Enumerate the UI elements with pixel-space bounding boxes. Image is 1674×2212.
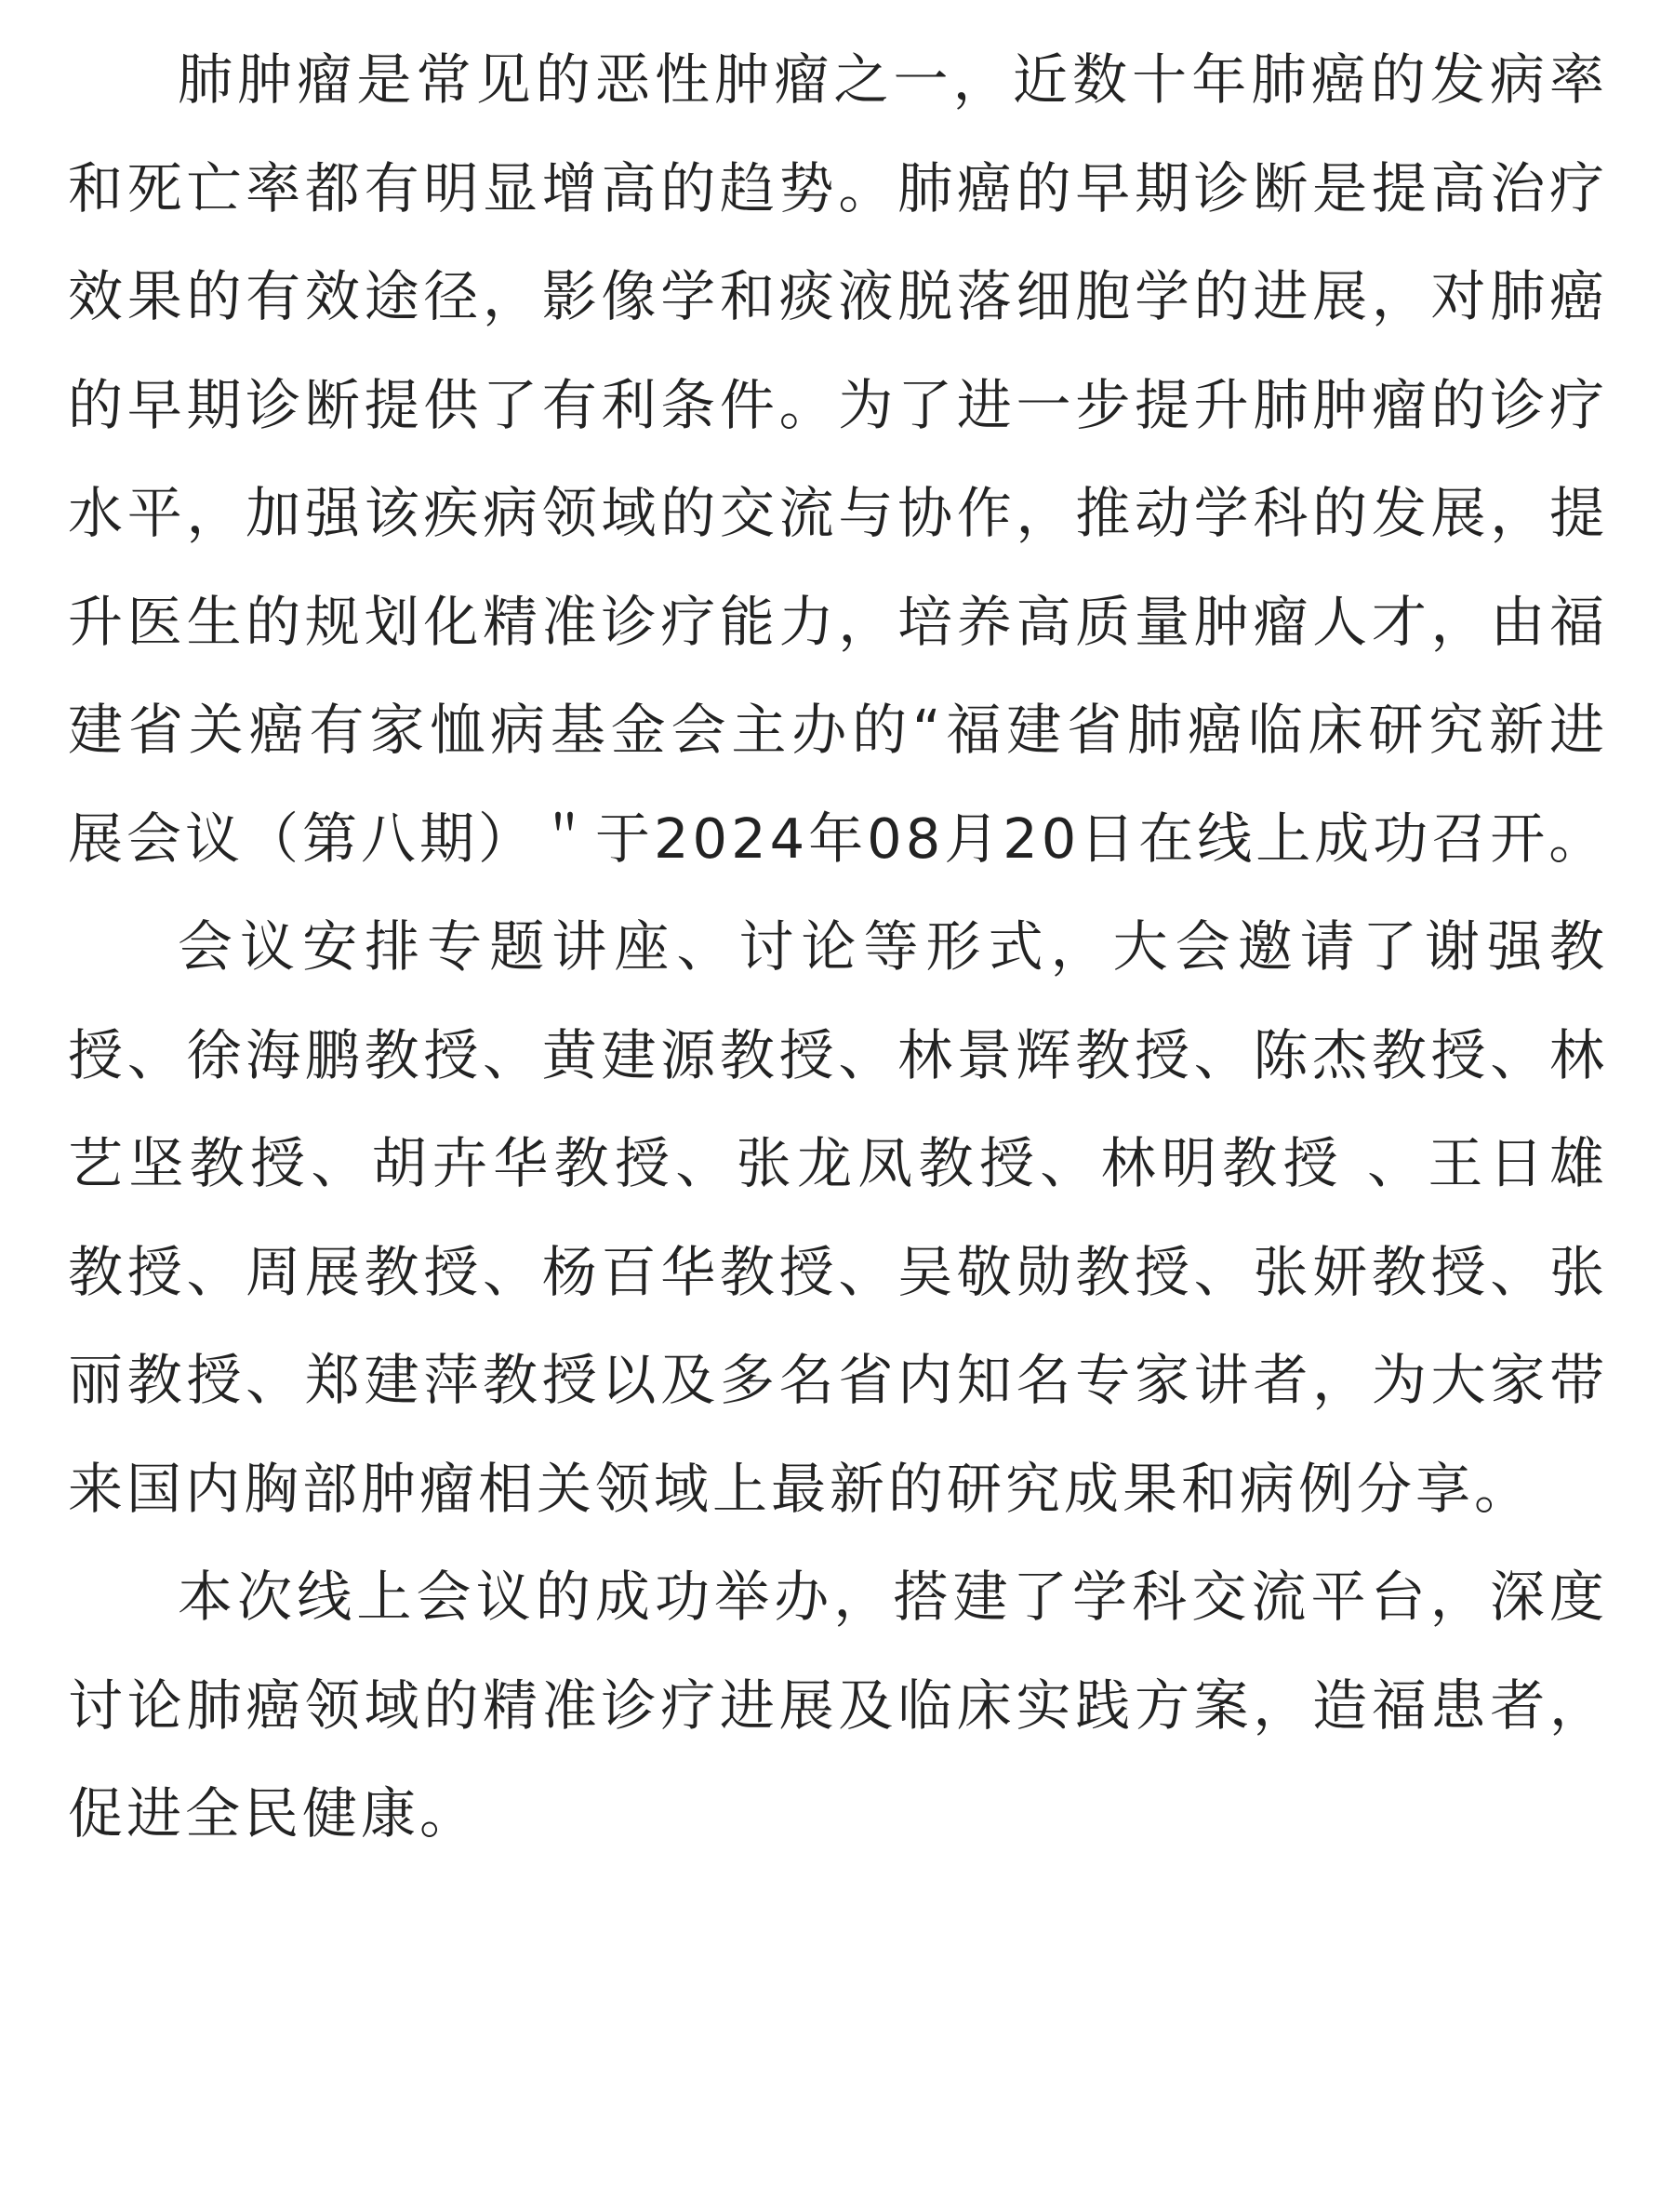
- paragraph-speakers: 会议安排专题讲座、讨论等形式，大会邀请了谢强教授、徐海鹏教授、黄建源教授、林景辉教授、陈杰教授、林艺坚教授、胡卉华教授、张龙凤教授、林明教授 、王日雄教授、周展教授、杨百华教授、吴敬勋教授、张妍教授、张丽教授、郑建萍教授以及多名省内知名专家讲者，为大家带来国内胸部肿瘤相关领域上最新的研究成果和病例分享。: [68, 914, 1608, 1521]
- paragraph-intro: 肺肿瘤是常见的恶性肿瘤之一，近数十年肺癌的发病率和死亡率都有明显增高的趋势。肺癌的早期诊断是提高治疗效果的有效途径，影像学和痰液脱落细胞学的进展，对肺癌的早期诊断提供了有利条件。为了进一步提升肺肿瘤的诊疗水平，加强该疾病领域的交流与协作，推动学科的发展，提升医生的规划化精准诊疗能力，培养高质量肿瘤人才，由福建省关癌有家恤病基金会主办的“福建省肺癌临床研究新进展会议（第八期）＂于2024年08月20日在线上成功召开。: [68, 47, 1608, 871]
- paragraph-conclusion: 本次线上会议的成功举办，搭建了学科交流平台，深度讨论肺癌领域的精准诊疗进展及临床实践方案，造福患者，促进全民健康。: [68, 1565, 1608, 1846]
- article-body: [68, 26, 1608, 1869]
